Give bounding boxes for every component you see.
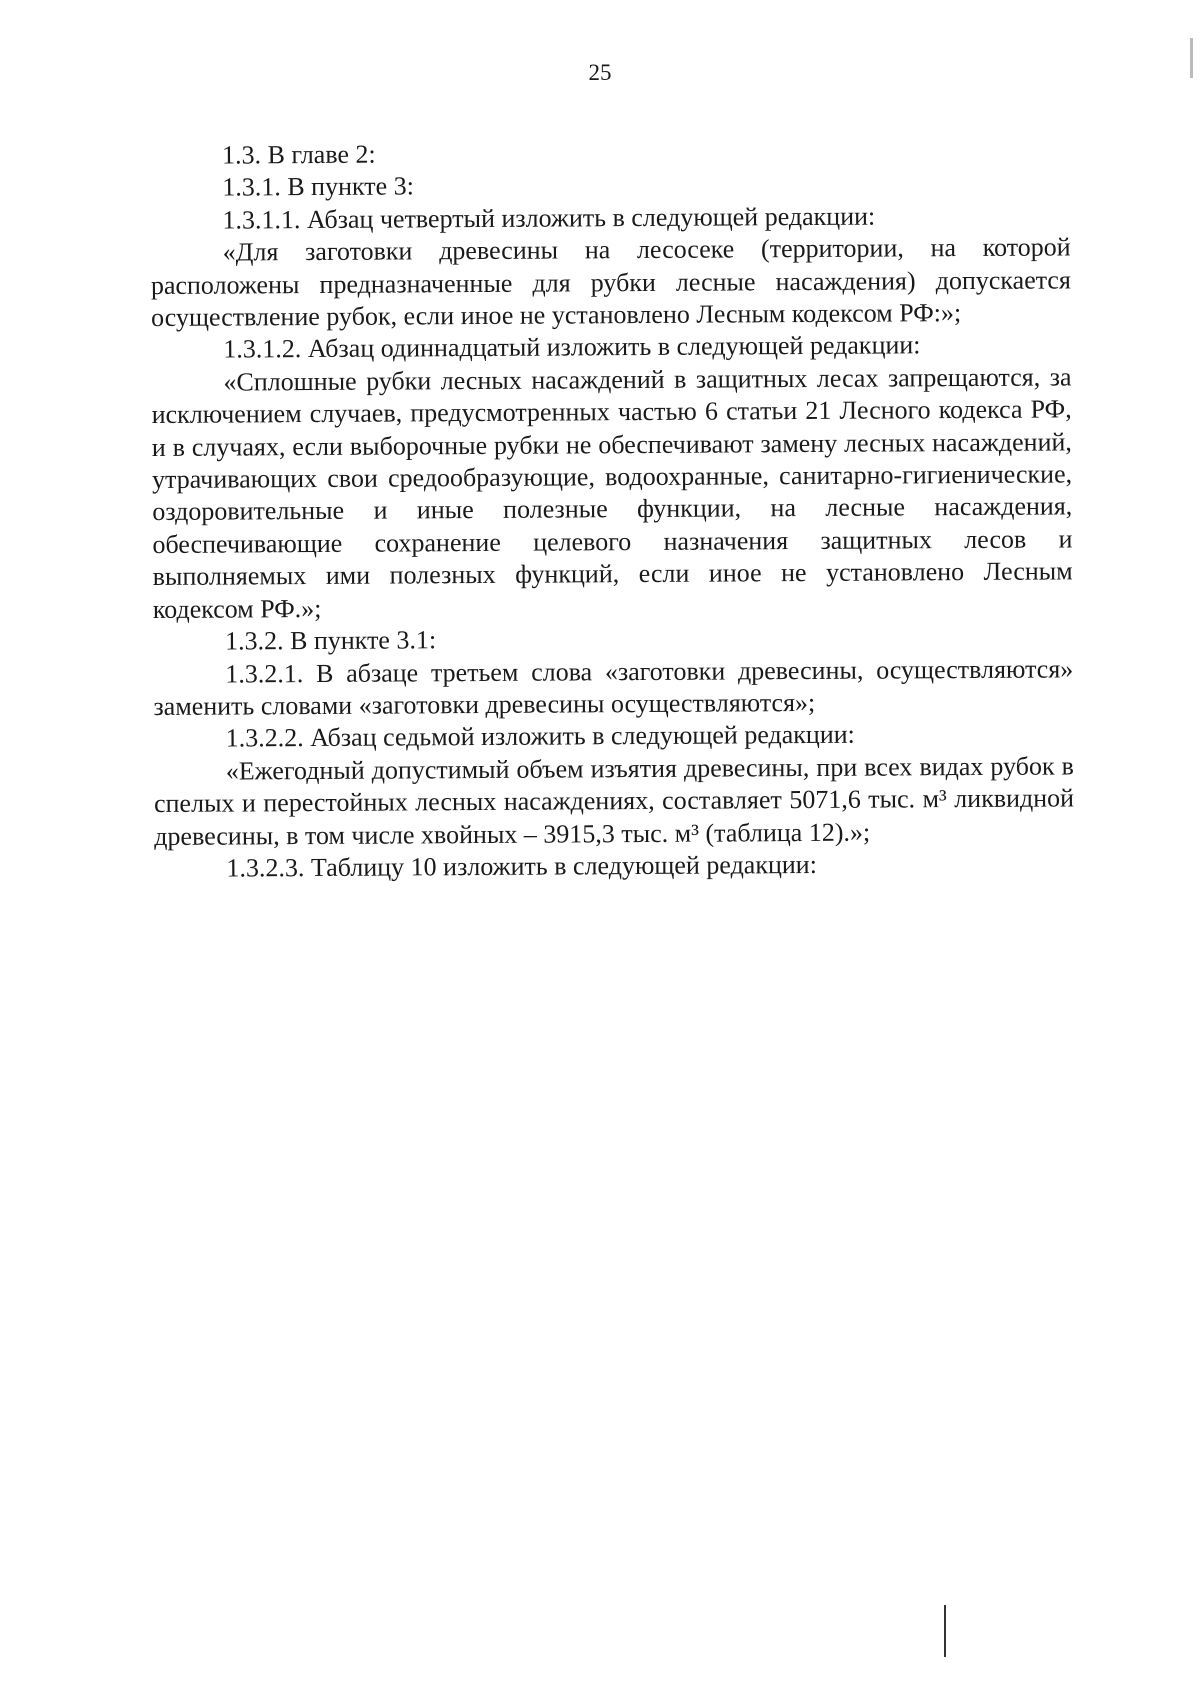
paragraph-1-3-2-3: 1.3.2.3. Таблицу 10 изложить в следующей редакции:: [226, 849, 817, 883]
paragraph-1-3-2: 1.3.2. В пункте 3.1:: [224, 625, 437, 656]
scan-artifact-line: [944, 1605, 946, 1657]
paragraph-1-3-2-2: 1.3.2.2. Абзац седьмой изложить в следующей редакции:: [225, 720, 855, 753]
paragraph-quote-annual-volume: «Ежегодный допустимый объем изъятия древесины, при всех видах рубок в спелых и перестойных лесных насаждениях, составляет 5071,6 тыс. м³ ликвидной древесины, в том числе хвойных – 3915,3 тыс. м³ (таблица 12).»;: [153, 751, 1075, 851]
paragraph-1-3: 1.3. В главе 2:: [222, 139, 376, 170]
page-number: 25: [588, 60, 612, 85]
paragraph-quote-cutting-area: «Для заготовки древесины на лесосеке (территории, на которой расположены предназначенные для рубки лесные насаждения) допускается осуществление рубок, если иное не установлено Лесным кодексом РФ:»;: [150, 232, 1071, 333]
paragraph-1-3-2-1: 1.3.2.1. В абзаце третьем слова «заготовки древесины, осуществляются» заменить словами «заготовки древесины осуществляются»;: [153, 653, 1074, 721]
scan-artifact-dot: [1190, 38, 1193, 78]
document-body: [150, 134, 1075, 885]
paragraph-1-3-1-1: 1.3.1.1. Абзац четвертый изложить в следующей редакции:: [222, 201, 876, 235]
paragraph-1-3-1: 1.3.1. В пункте 3:: [222, 171, 414, 202]
paragraph-quote-clear-cutting: «Сплошные рубки лесных насаждений в защитных лесах запрещаются, за исключением случаев, предусмотренных частью 6 статьи 21 Лесного кодекса РФ, и в случаях, если выборочные рубки не обеспечивают замену лесных насаждений, утрачивающих свои средообразующие, водоохранные, санитарно-гигиенические, оздоровительные и иные полезные функции, на лесные насаждения, обеспечивающие сохранение целевого назначения защитных лесов и выполняемых ими полезных функций, если иное не установлено Лесным кодексом РФ.»;: [151, 362, 1073, 624]
paragraph-1-3-1-2: 1.3.1.2. Абзац одиннадцатый изложить в следующей редакции:: [223, 330, 921, 364]
